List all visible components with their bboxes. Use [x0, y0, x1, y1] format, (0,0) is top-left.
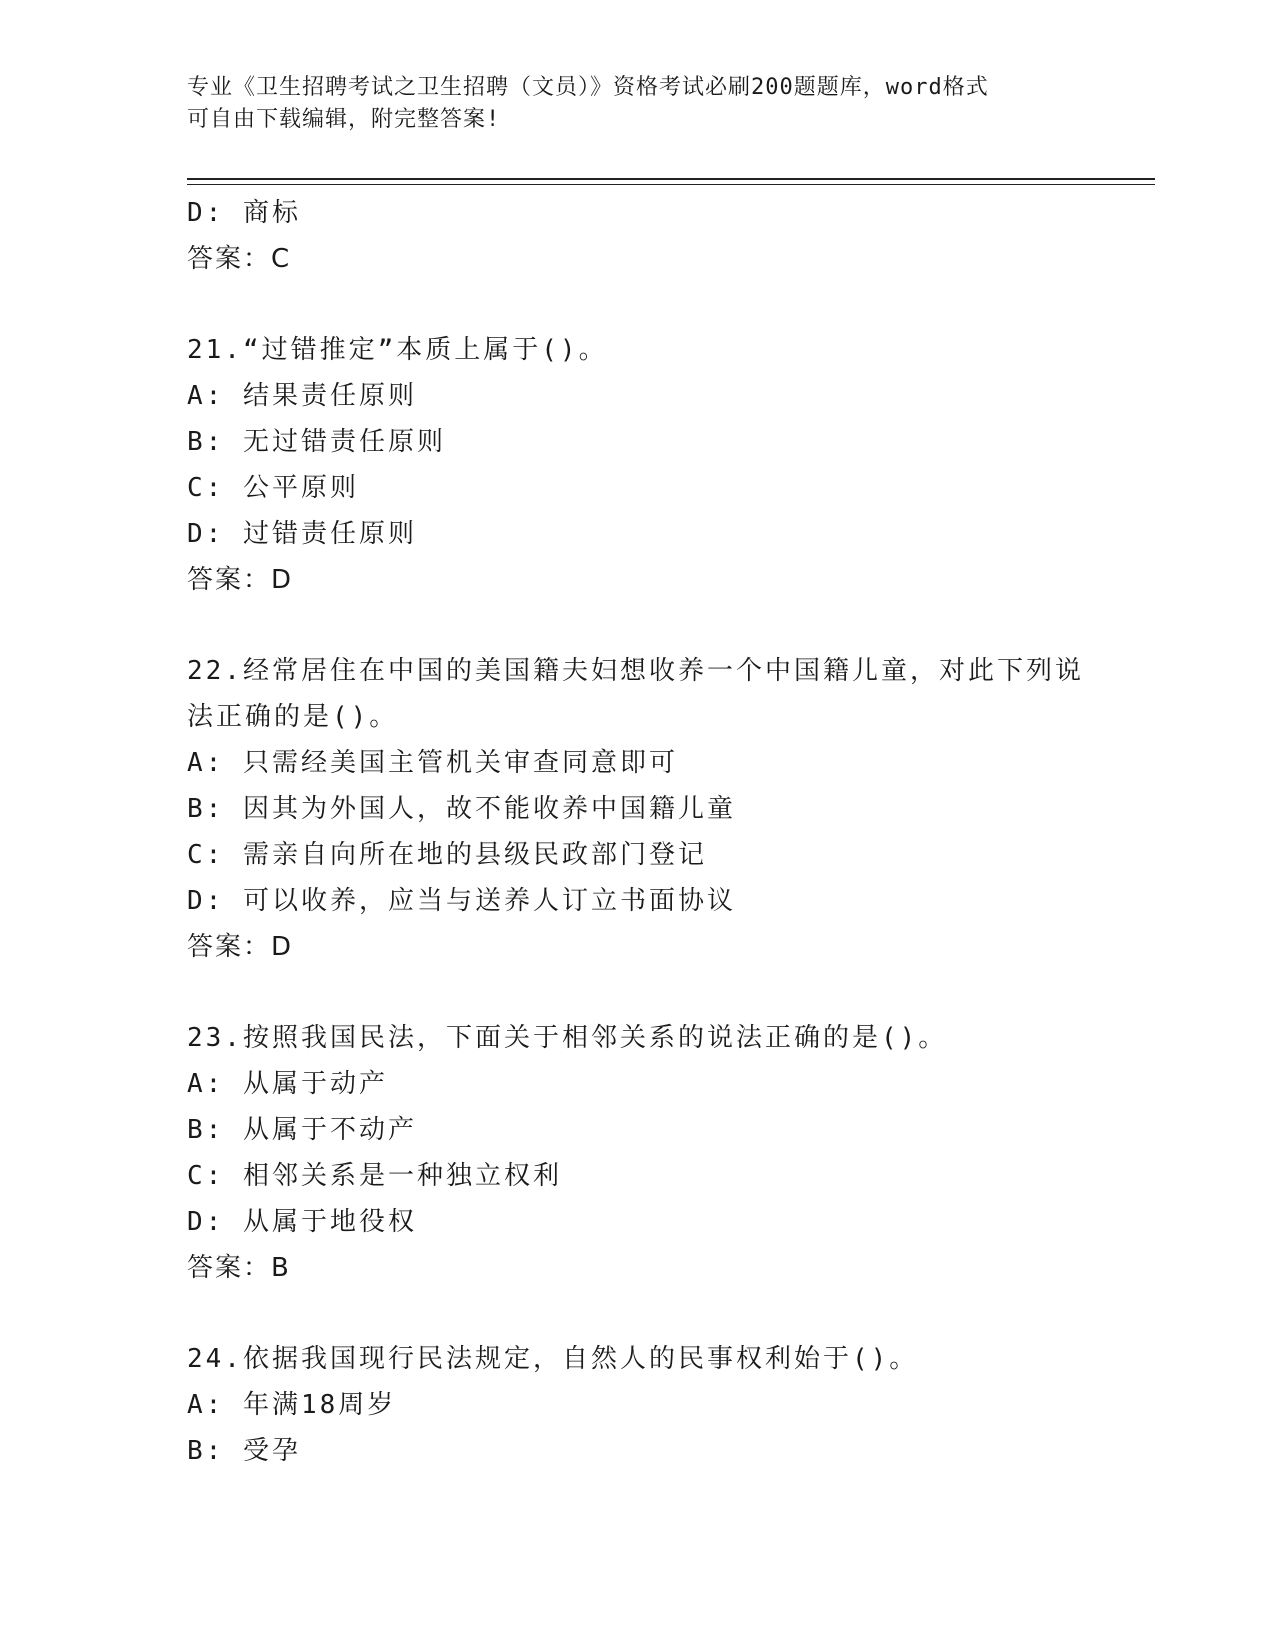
document-header [187, 72, 1067, 136]
prev-question-answer: 答案：C [187, 244, 292, 274]
option-a: A: 年满18周岁 [187, 1390, 397, 1420]
question-spacer [187, 603, 1087, 648]
header-divider-thin [187, 184, 1155, 185]
option-d: D: 从属于地役权 [187, 1207, 417, 1237]
option-c: C: 需亲自向所在地的县级民政部门登记 [187, 840, 707, 870]
option-b: B: 从属于不动产 [187, 1115, 417, 1145]
question-24 [187, 1336, 1087, 1474]
option-b: B: 无过错责任原则 [187, 427, 446, 457]
question-answer: 答案：D [187, 565, 294, 595]
option-d: D: 可以收养，应当与送养人订立书面协议 [187, 886, 736, 916]
question-title-line-1: 22.经常居住在中国的美国籍夫妇想收养一个中国籍儿童，对此下列说 [187, 656, 1084, 686]
option-a: A: 结果责任原则 [187, 381, 417, 411]
question-answer: 答案：B [187, 1253, 291, 1283]
header-title-line-1: 专业《卫生招聘考试之卫生招聘（文员）》资格考试必刷200题题库，word格式 [187, 75, 989, 100]
question-answer: 答案：D [187, 932, 294, 962]
option-c: C: 相邻关系是一种独立权利 [187, 1161, 562, 1191]
question-list [187, 190, 1087, 1474]
option-b: B: 因其为外国人，故不能收养中国籍儿童 [187, 794, 736, 824]
question-title: 24.依据我国现行民法规定，自然人的民事权利始于()。 [187, 1344, 919, 1374]
question-title-line-2: 法正确的是()。 [187, 702, 399, 732]
question-title: 21.“过错推定”本质上属于()。 [187, 335, 608, 365]
header-divider-thick [187, 178, 1155, 180]
question-spacer [187, 970, 1087, 1015]
option-b: B: 受孕 [187, 1436, 301, 1466]
question-spacer [187, 282, 1087, 327]
question-title: 23.按照我国民法，下面关于相邻关系的说法正确的是()。 [187, 1023, 948, 1053]
question-22 [187, 648, 1087, 970]
option-d: D: 过错责任原则 [187, 519, 417, 549]
question-21 [187, 327, 1087, 603]
option-a: A: 只需经美国主管机关审查同意即可 [187, 748, 678, 778]
option-a: A: 从属于动产 [187, 1069, 388, 1099]
prev-question-option-d: D: 商标 [187, 198, 301, 228]
option-c: C: 公平原则 [187, 473, 359, 503]
question-23 [187, 1015, 1087, 1291]
header-title-line-2: 可自由下载编辑，附完整答案! [187, 107, 501, 132]
question-spacer [187, 1291, 1087, 1336]
